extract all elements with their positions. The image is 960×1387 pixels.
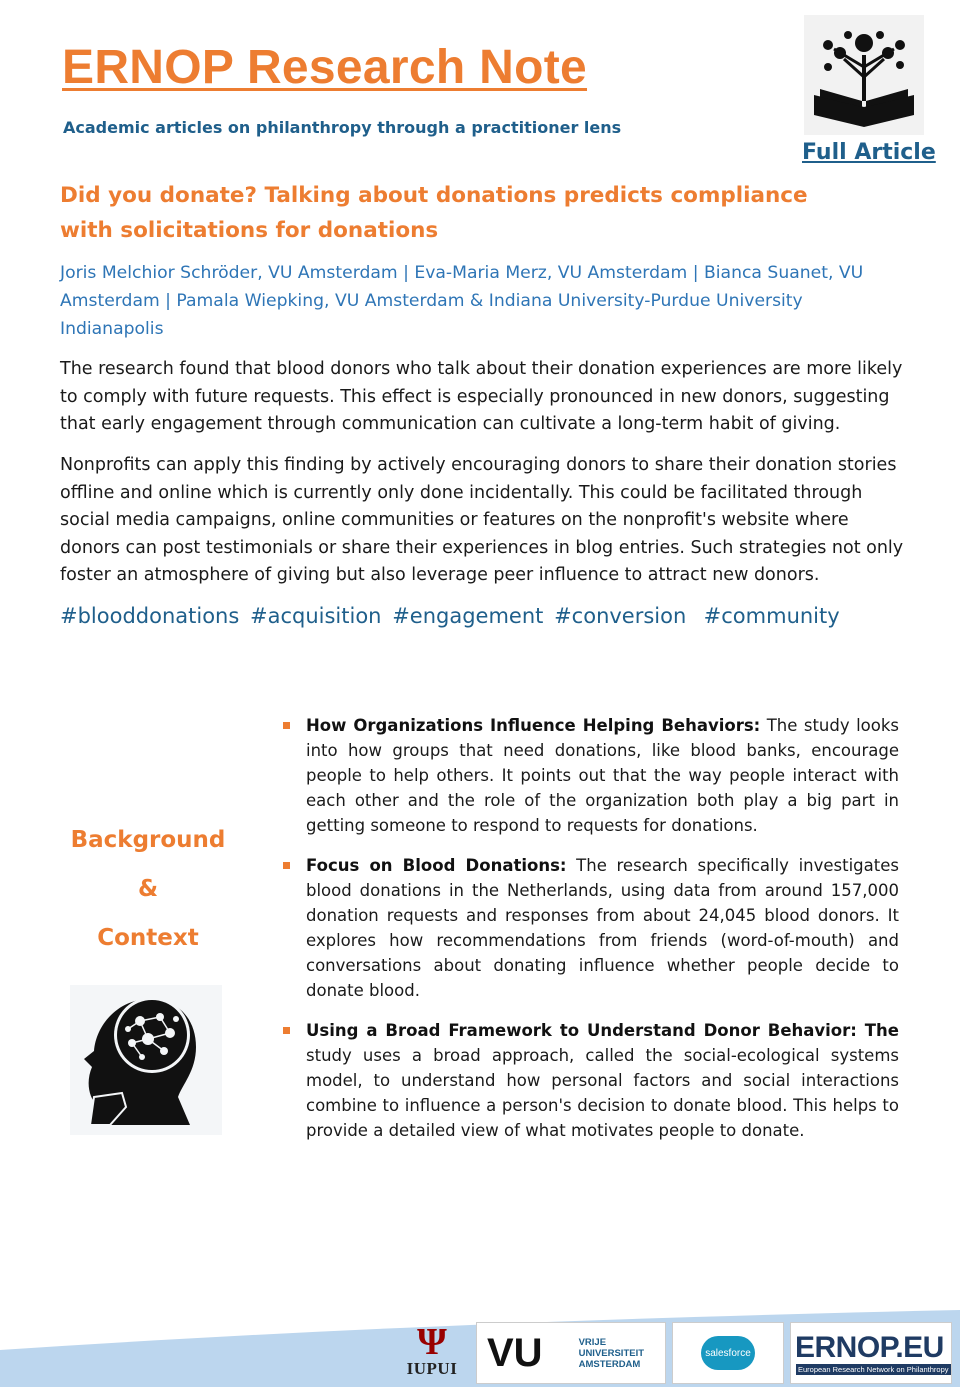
summary-paragraph-findings: The research found that blood donors who talk about their donation experiences are more likely to comply with future requests. This effect is especially pronounced in new donors, suggesting that early engagement through communication can cultivate a long-term habit of giving.	[60, 359, 903, 434]
list-item	[283, 853, 899, 1003]
bullet-heading: Using a Broad Framework to Understand Donor Behavior: The	[306, 1021, 899, 1040]
bullet-heading: Focus on Blood Donations:	[306, 856, 567, 875]
article-authors: Joris Melchior Schröder, VU Amsterdam | Eva-Maria Merz, VU Amsterdam | Bianca Suanet, VU Amsterdam | Pamala Wiepking, VU Amsterdam & Indiana University-Purdue University Indianapolis	[60, 263, 864, 339]
ernop-logo-subtext: European Research Network on Philanthropy	[798, 1364, 949, 1374]
bullet-heading: How Organizations Influence Helping Behaviors:	[306, 716, 761, 735]
list-item	[283, 1018, 899, 1143]
bullet-text: The research specifically investigates blood donations in the Netherlands, using data from around 157,000 donation requests and responses from about 24,045 blood donors. It explores how recommendations from friends (word-of-mouth) and conversations about donating influence whether people decide to donate blood.	[306, 856, 899, 1000]
bullet-text: study uses a broad approach, called the social-ecological systems model, to understand how personal factors and social interactions combine to influence a person's decision to donate blood. This helps to provide a detailed view of what motivates people to donate.	[306, 1046, 899, 1140]
square-bullet-icon	[283, 1027, 290, 1034]
thinking-head-icon	[70, 985, 222, 1135]
vu-line: AMSTERDAM	[578, 1358, 641, 1370]
square-bullet-icon	[283, 722, 290, 729]
page-title: ERNOP Research Note	[62, 41, 588, 94]
article-title: Did you donate? Talking about donations predicts compliance with solicitations for donations	[60, 183, 808, 243]
page-subtitle: Academic articles on philanthropy through a practitioner lens	[63, 118, 622, 137]
hashtag[interactable]: #conversion	[554, 604, 687, 628]
background-context-heading	[60, 820, 236, 967]
hashtag[interactable]: #engagement	[392, 604, 544, 628]
iupui-logo-text: IUPUI	[406, 1359, 458, 1378]
iupui-logo	[397, 1322, 467, 1382]
iupui-trident-icon: Ψ	[417, 1321, 447, 1363]
vu-amsterdam-logo	[476, 1322, 666, 1384]
vu-logo-subtext	[579, 1337, 644, 1370]
hashtag[interactable]: #acquisition	[250, 604, 382, 628]
hashtag[interactable]: #community	[696, 604, 840, 628]
background-bullet-list	[283, 713, 899, 1158]
square-bullet-icon	[283, 862, 290, 869]
vu-logo-text: VU	[487, 1330, 543, 1375]
knowledge-book-logo-icon	[804, 15, 924, 135]
ernop-logo	[790, 1322, 952, 1384]
heading-line: &	[137, 876, 159, 902]
salesforce-logo	[672, 1322, 784, 1384]
salesforce-cloud-icon: salesforce	[701, 1336, 755, 1370]
list-item	[283, 713, 899, 838]
vu-line: VRIJE	[578, 1336, 607, 1348]
full-article-link[interactable]: Full Article	[802, 140, 936, 165]
heading-line: Background	[70, 827, 226, 853]
heading-line: Context	[97, 925, 199, 951]
summary-paragraph-implications: Nonprofits can apply this finding by actively encouraging donors to share their donation stories offline and online which is currently only done incidentally. This could be facilitated through social media campaigns, online communities or features on the nonprofit's website where donors can post testimonials or share their experiences in blog entries. Such strategies not only foster an atmosphere of giving but also leverage peer influence to attract new donors.	[60, 455, 904, 585]
hashtag[interactable]: #blooddonations	[60, 604, 240, 628]
hashtag-list	[60, 604, 844, 628]
vu-line: UNIVERSITEIT	[578, 1347, 645, 1359]
bullet-text: The study looks into how groups that need donations, like blood banks, encourage people to help others. It points out that the way people interact with each other and the role of the organization both play a big part in getting someone to respond to requests for donations.	[306, 716, 899, 835]
ernop-logo-text: ERNOP.EU	[795, 1330, 944, 1364]
